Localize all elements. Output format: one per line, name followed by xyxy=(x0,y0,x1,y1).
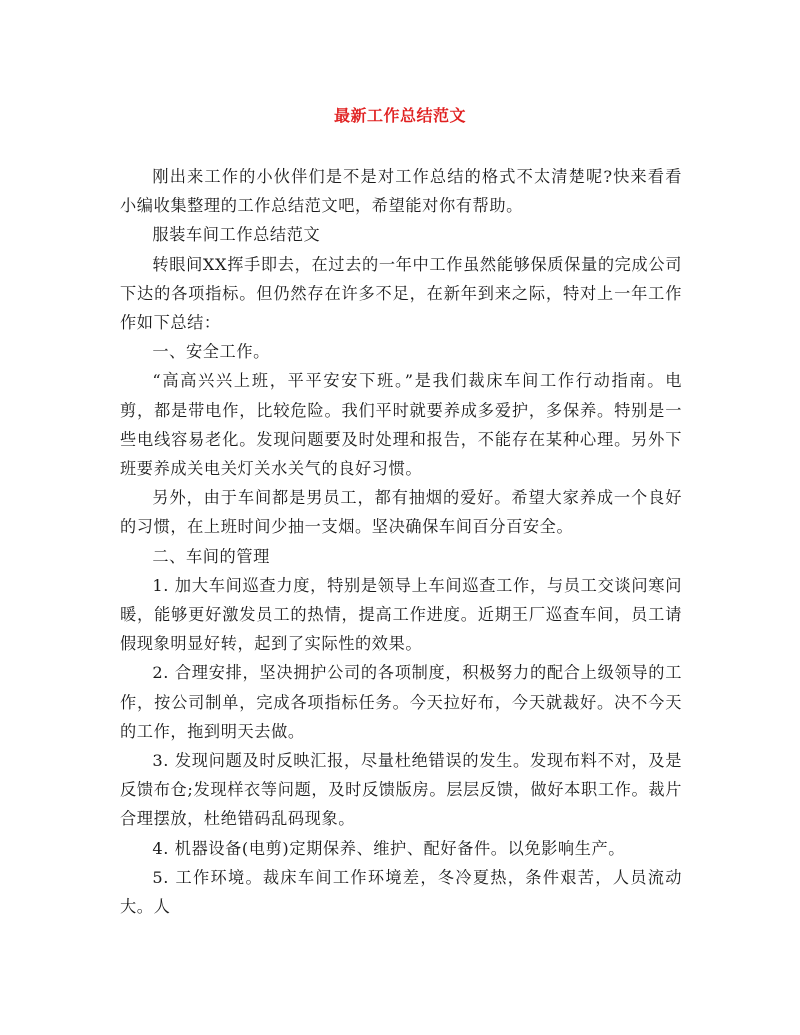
document-body xyxy=(120,162,682,921)
body-paragraph: 另外，由于车间都是男员工，都有抽烟的爱好。希望大家养成一个良好的习惯，在上班时间少抽一支烟。坚决确保车间百分百安全。 xyxy=(120,488,682,537)
list-item-paragraph: 3. 发现问题及时反映汇报，尽量杜绝错误的发生。发现布料不对，及是反馈布仓;发现样衣等问题，及时反馈版房。层层反馈，做好本职工作。裁片合理摆放，杜绝错码乱码现象。 xyxy=(120,751,682,829)
list-item-paragraph: 5. 工作环境。裁床车间工作环境差，冬冷夏热，条件艰苦，人员流动大。人 xyxy=(120,867,682,917)
body-paragraph: 转眼间XX挥手即去，在过去的一年中工作虽然能够保质保量的完成公司下达的各项指标。但仍然存在许多不足，在新年到来之际，特对上一年工作作如下总结： xyxy=(120,254,682,333)
document-title: 最新工作总结范文 xyxy=(333,106,466,125)
section-heading: 一、安全工作。 xyxy=(152,342,270,362)
list-item-paragraph: 2. 合理安排，坚决拥护公司的各项制度，积极努力的配合上级领导的工作，按公司制单，完成各项指标任务。今天拉好布，今天就裁好。决不今天的工作，拖到明天去做。 xyxy=(120,663,682,741)
list-item-paragraph: 4. 机器设备(电剪)定期保养、维护、配好备件。以免影响生产。 xyxy=(152,838,626,858)
body-paragraph: “高高兴兴上班，平平安安下班。”是我们裁床车间工作行动指南。电剪，都是带电作，比较危险。我们平时就要养成多爱护，多保养。特别是一些电线容易老化。发现问题要及时处理和报告，不能存在某种心理。另外下班要养成关电关灯关水关气的良好习惯。 xyxy=(120,371,682,479)
section-heading: 服装车间工作总结范文 xyxy=(152,225,321,245)
intro-paragraph: 刚出来工作的小伙伴们是不是对工作总结的格式不太清楚呢?快来看看小编收集整理的工作总结范文吧，希望能对你有帮助。 xyxy=(120,167,682,216)
section-heading: 二、车间的管理 xyxy=(152,546,270,566)
list-item-paragraph: 1. 加大车间巡查力度，特别是领导上车间巡查工作，与员工交谈问寒问暖，能够更好激发员工的热情，提高工作进度。近期王厂巡查车间，员工请假现象明显好转，起到了实际性的效果。 xyxy=(120,575,682,654)
